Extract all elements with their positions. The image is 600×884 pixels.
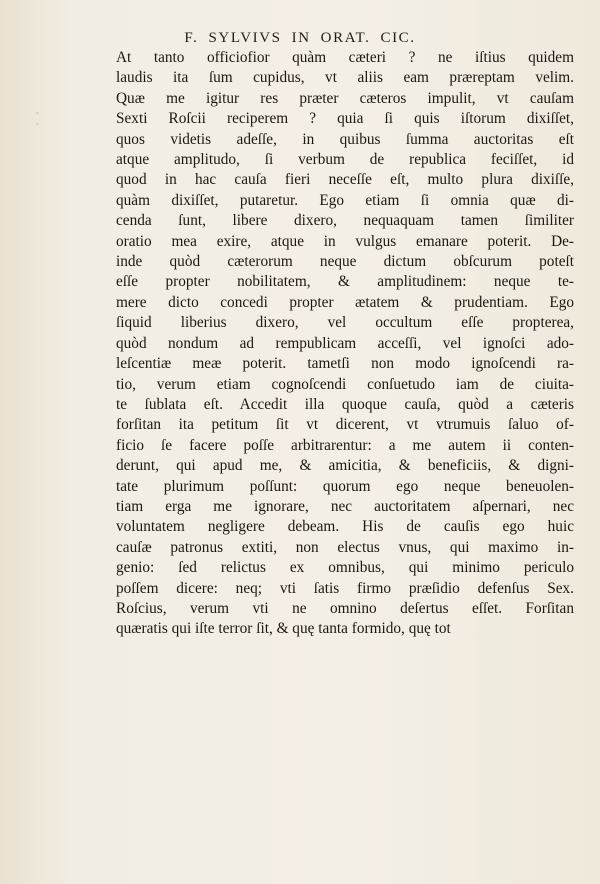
marginal-note-line: ﾞ <box>34 124 39 134</box>
header-cic: CIC. <box>380 30 416 46</box>
text-line: voluntatem negligere debeam. His de cauſis ego huic <box>116 518 574 536</box>
header-orat: ORAT. <box>320 30 371 46</box>
text-line: laudis ita ſum cupidus, vt aliis eam præreptam velim. <box>116 69 574 87</box>
text-line: ficio ſe facere poſſe arbitrarentur: a me autem ii conten- <box>116 436 574 454</box>
text-line: genio: ſed relictus ex omnibus, qui minimo periculo <box>116 559 574 577</box>
body-text <box>116 48 574 640</box>
header-author: SYLVIVS <box>208 30 282 46</box>
text-line: eſſe propter nobilitatem, & amplitudinem: neque te- <box>116 273 574 291</box>
text-line: forſitan ita petitum ſit vt dicerent, vt vtrumuis ſaluo of- <box>116 416 574 434</box>
marginal-note <box>34 113 39 135</box>
running-header <box>0 30 600 47</box>
text-line: cenda ſunt, libere dixero, nequaquam tamen ſimiliter <box>116 212 574 230</box>
text-line: quòd nondum ad rempublicam acceſſi, vel ignoſci ado- <box>116 334 574 352</box>
text-line: leſcentiæ meæ poterit. tametſi non modo ignoſcendi ra- <box>116 355 574 373</box>
text-line: tio, verum etiam cognoſcendi conſuetudo iam de ciuita- <box>116 375 574 393</box>
text-line: te ſublata eſt. Accedit illa quoque cauſa, quòd a cæteris <box>116 395 574 413</box>
marginal-note-line: ﾞ <box>34 113 39 123</box>
text-line: inde quòd cæterorum neque dictum obſcurum poteſt <box>116 253 574 271</box>
text-line: tiam erga me ignorare, nec auctoritatem aſpernari, nec <box>116 497 574 515</box>
text-line: poſſem dicere: neq; vti ſatis firmo præſidio defenſus Sex. <box>116 579 574 597</box>
text-line: Sexti Roſcii reciperem ? quia ſi quis iſtorum dixiſſet, <box>116 110 574 128</box>
header-preposition: IN <box>291 30 311 46</box>
text-line: oratio mea exire, atque in vulgus emanare poterit. De- <box>116 232 574 250</box>
text-line: quæratis qui iſte terror ſit, & quę tanta formido, quę tot <box>116 620 451 638</box>
text-line: quàm dixiſſet, putaretur. Ego etiam ſi omnia quæ di- <box>116 191 574 209</box>
text-line: cauſæ patronus extiti, non electus vnus, qui maximo in- <box>116 538 574 556</box>
text-line: Roſcius, verum vti ne omnino deſertus eſſet. Forſitan <box>116 599 574 617</box>
text-line: ſiquid liberius dixero, vel occultum eſſe propterea, <box>116 314 574 332</box>
text-line: Quæ me igitur res præter cæteros impulit, vt cauſam <box>116 89 574 107</box>
header-initial: F. <box>184 30 199 46</box>
text-line: quos videtis adeſſe, in quibus ſumma auctoritas eſt <box>116 130 574 148</box>
text-line: mere dicto concedi propter ætatem & prudentiam. Ego <box>116 293 574 311</box>
text-line: quod in hac cauſa fieri neceſſe eſt, multo plura dixiſſe, <box>116 171 574 189</box>
text-line: tate plurimum poſſunt: quorum ego neque beneuolen- <box>116 477 574 495</box>
text-line: derunt, qui apud me, & amicitia, & beneficiis, & digni- <box>116 457 574 475</box>
text-line: At tanto officiofior quàm cæteri ? ne iſtius quidem <box>116 49 574 66</box>
text-line: atque amplitudo, ſi verbum de republica feciſſet, id <box>116 151 574 169</box>
